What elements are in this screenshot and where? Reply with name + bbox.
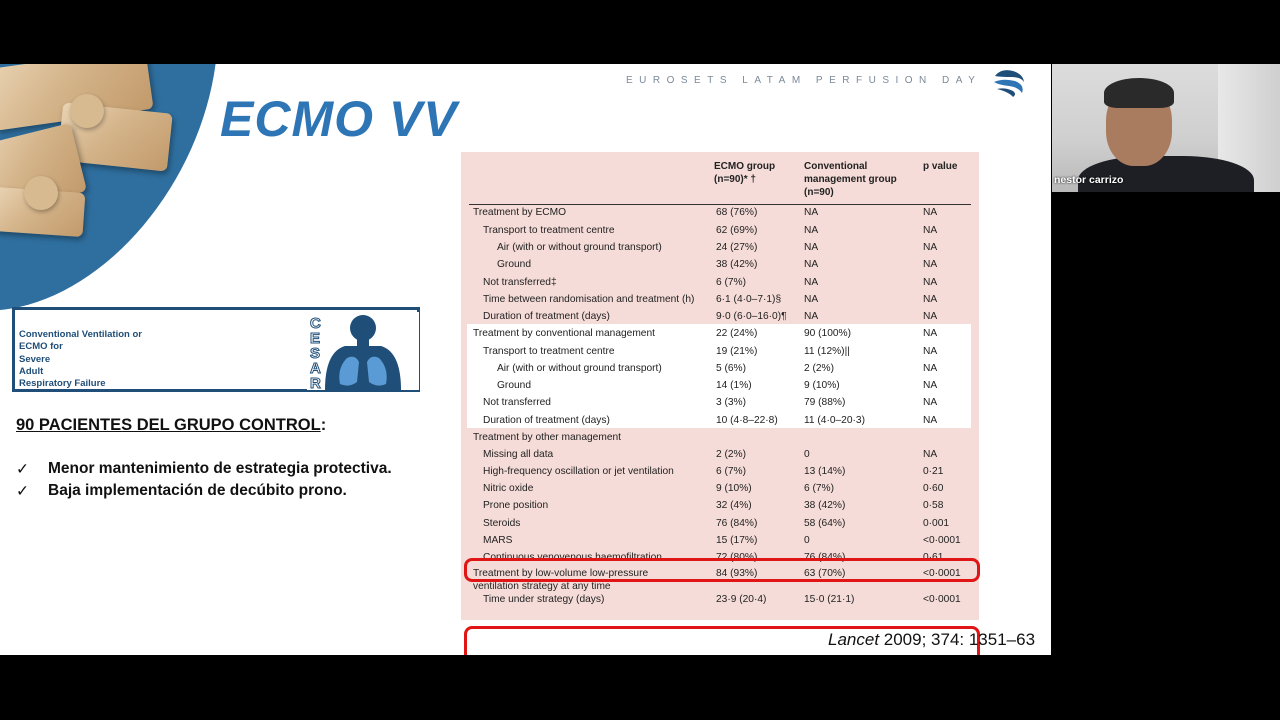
eurosets-logo-icon bbox=[991, 68, 1027, 98]
col-header-conventional bbox=[804, 160, 897, 199]
cell-ecmo: 22 (24%) bbox=[716, 328, 758, 339]
checkmark-icon: ✓ bbox=[16, 482, 29, 500]
table-row bbox=[461, 378, 979, 395]
row-label: Air (with or without ground transport) bbox=[497, 242, 662, 253]
row-label: Treatment by conventional management bbox=[473, 328, 655, 339]
cesar-logo-line: Adult bbox=[19, 365, 44, 377]
table-row bbox=[461, 413, 979, 430]
row-label: Prone position bbox=[483, 500, 549, 511]
table-row bbox=[461, 205, 979, 222]
table-row bbox=[461, 223, 979, 240]
cell-conv: NA bbox=[804, 259, 819, 270]
cell-ecmo: 3 (3%) bbox=[716, 397, 747, 408]
cesar-letter: A bbox=[310, 360, 321, 377]
cell-conv: 0 bbox=[804, 449, 810, 460]
cell-ecmo: 84 (93%) bbox=[716, 568, 758, 579]
presentation-slide bbox=[0, 64, 1051, 655]
row-label: Transport to treatment centre bbox=[483, 225, 615, 236]
row-label: Nitric oxide bbox=[483, 483, 534, 494]
cell-ecmo: 38 (42%) bbox=[716, 259, 758, 270]
citation bbox=[828, 630, 1035, 650]
citation-journal: Lancet bbox=[828, 630, 880, 649]
row-label: Not transferred bbox=[483, 397, 551, 408]
puzzle-knob bbox=[70, 94, 104, 128]
puzzle-knob bbox=[24, 176, 58, 210]
table-row bbox=[461, 533, 979, 550]
citation-details: 2009; 374: 1351–63 bbox=[879, 630, 1036, 649]
cell-conv: 76 (84%) bbox=[804, 552, 846, 563]
cell-ecmo: 19 (21%) bbox=[716, 346, 758, 357]
cell-ecmo: 9·0 (6·0–16·0)¶ bbox=[716, 311, 787, 322]
cell-conv: 90 (100%) bbox=[804, 328, 852, 339]
webcam-person-hair bbox=[1104, 78, 1174, 108]
cell-p: NA bbox=[923, 207, 938, 218]
cell-ecmo: 32 (4%) bbox=[716, 500, 752, 511]
cell-p: 0·60 bbox=[923, 483, 944, 494]
cesar-letter: S bbox=[310, 345, 321, 362]
cell-conv: 2 (2%) bbox=[804, 363, 835, 374]
row-label: MARS bbox=[483, 535, 513, 546]
cell-p: <0·0001 bbox=[923, 535, 961, 546]
slide-title: ECMO VV bbox=[220, 91, 458, 147]
cell-conv: 0 bbox=[804, 535, 810, 546]
col-header-conv-line: management group bbox=[804, 174, 897, 185]
cell-conv: 9 (10%) bbox=[804, 380, 840, 391]
row-label: Transport to treatment centre bbox=[483, 346, 615, 357]
cell-p: NA bbox=[923, 415, 938, 426]
col-header-conv-line: Conventional bbox=[804, 161, 868, 172]
control-group-heading-text: 90 PACIENTES DEL GRUPO CONTROL bbox=[16, 416, 321, 434]
cell-p: <0·0001 bbox=[923, 568, 961, 579]
checkmark-icon: ✓ bbox=[16, 460, 29, 478]
cell-conv: NA bbox=[804, 242, 819, 253]
cell-p: NA bbox=[923, 397, 938, 408]
row-label: Duration of treatment (days) bbox=[483, 415, 610, 426]
table-row bbox=[461, 592, 979, 609]
cell-conv: 63 (70%) bbox=[804, 568, 846, 579]
cell-p: NA bbox=[923, 346, 938, 357]
cell-ecmo: 5 (6%) bbox=[716, 363, 747, 374]
cell-p: NA bbox=[923, 380, 938, 391]
cell-conv: 38 (42%) bbox=[804, 500, 846, 511]
bullet-text: Menor mantenimiento de estrategia protectiva. bbox=[48, 460, 392, 477]
row-label-line: Treatment by low-volume low-pressure bbox=[473, 568, 649, 579]
table-row bbox=[461, 257, 979, 274]
lungs-silhouette-icon bbox=[307, 312, 419, 390]
row-label: Ground bbox=[497, 380, 531, 391]
control-group-heading bbox=[16, 416, 326, 435]
cell-conv: NA bbox=[804, 311, 819, 322]
cell-conv: 11 (4·0–20·3) bbox=[804, 415, 865, 426]
webcam-tile[interactable] bbox=[1052, 64, 1280, 192]
table-row bbox=[461, 430, 979, 447]
highlight-prone-position bbox=[464, 558, 980, 582]
cell-ecmo: 62 (69%) bbox=[716, 225, 758, 236]
cell-p: NA bbox=[923, 277, 938, 288]
cell-conv: NA bbox=[804, 207, 819, 218]
row-label: Ground bbox=[497, 259, 531, 270]
cell-p: NA bbox=[923, 242, 938, 253]
row-label: Time between randomisation and treatment (h) bbox=[483, 294, 695, 305]
cesar-trial-logo bbox=[12, 307, 420, 392]
cell-p: NA bbox=[923, 225, 938, 236]
cell-ecmo: 76 (84%) bbox=[716, 518, 758, 529]
table-row bbox=[461, 292, 979, 309]
table-row bbox=[461, 309, 979, 326]
table-row bbox=[461, 240, 979, 257]
bullet-list bbox=[16, 458, 392, 502]
cell-p: 0·58 bbox=[923, 500, 944, 511]
cell-ecmo: 68 (76%) bbox=[716, 207, 758, 218]
cesar-letter: R bbox=[310, 375, 321, 390]
row-label: Not transferred‡ bbox=[483, 277, 557, 288]
col-header-pvalue: p value bbox=[923, 161, 958, 172]
table-row bbox=[461, 516, 979, 533]
cell-ecmo: 23·9 (20·4) bbox=[716, 594, 767, 605]
cell-p: NA bbox=[923, 449, 938, 460]
table-row bbox=[461, 344, 979, 361]
cell-p: NA bbox=[923, 259, 938, 270]
cell-ecmo: 24 (27%) bbox=[716, 242, 758, 253]
bullet-item bbox=[16, 458, 392, 480]
cell-ecmo: 6 (7%) bbox=[716, 466, 747, 477]
row-label: Continuous venovenous haemofiltration bbox=[483, 552, 662, 563]
table-header bbox=[461, 152, 979, 202]
table-row bbox=[461, 481, 979, 498]
cesar-logo-line: ECMO for bbox=[19, 341, 63, 353]
cell-conv: NA bbox=[804, 277, 819, 288]
cell-p: NA bbox=[923, 311, 938, 322]
cesar-letter: E bbox=[310, 330, 321, 347]
row-label: Time under strategy (days) bbox=[483, 594, 605, 605]
bullet-text: Baja implementación de decúbito prono. bbox=[48, 482, 347, 499]
table-row bbox=[461, 361, 979, 378]
participant-name: nestor carrizo bbox=[1054, 174, 1124, 186]
cell-conv: 15·0 (21·1) bbox=[804, 594, 855, 605]
row-label: High-frequency oscillation or jet ventilation bbox=[483, 466, 674, 477]
cell-ecmo: 2 (2%) bbox=[716, 449, 747, 460]
header-label: EUROSETS LATAM PERFUSION DAY bbox=[626, 75, 982, 86]
cell-ecmo: 10 (4·8–22·8) bbox=[716, 415, 778, 426]
cesar-logo-text bbox=[19, 329, 142, 390]
cell-ecmo: 6·1 (4·0–7·1)§ bbox=[716, 294, 782, 305]
cell-conv: NA bbox=[804, 225, 819, 236]
row-label: Air (with or without ground transport) bbox=[497, 363, 662, 374]
row-label: Treatment by other management bbox=[473, 432, 621, 443]
row-label: Duration of treatment (days) bbox=[483, 311, 610, 322]
cesar-logo-line: Severe bbox=[19, 353, 51, 365]
cell-p: <0·0001 bbox=[923, 594, 961, 605]
cesar-results-table bbox=[461, 152, 979, 620]
table-row bbox=[461, 498, 979, 515]
col-header-ecmo bbox=[714, 160, 775, 186]
row-label: Missing all data bbox=[483, 449, 554, 460]
cell-conv: 6 (7%) bbox=[804, 483, 835, 494]
cell-ecmo: 15 (17%) bbox=[716, 535, 758, 546]
cell-conv: 13 (14%) bbox=[804, 466, 846, 477]
cell-p: 0·21 bbox=[923, 466, 944, 477]
cell-ecmo: 9 (10%) bbox=[716, 483, 752, 494]
cell-ecmo: 72 (80%) bbox=[716, 552, 758, 563]
table-row bbox=[461, 447, 979, 464]
col-header-ecmo-line: (n=90)* † bbox=[714, 174, 756, 185]
row-label: Steroids bbox=[483, 518, 521, 529]
table-row bbox=[461, 326, 979, 343]
cell-p: 0·61 bbox=[923, 552, 944, 563]
cell-p: 0·001 bbox=[923, 518, 950, 529]
cell-conv: NA bbox=[804, 294, 819, 305]
cesar-letter: C bbox=[310, 315, 321, 332]
cell-conv: 79 (88%) bbox=[804, 397, 846, 408]
cell-conv: 58 (64%) bbox=[804, 518, 846, 529]
row-label: Treatment by ECMO bbox=[473, 207, 567, 218]
table-row bbox=[461, 464, 979, 481]
col-header-ecmo-line: ECMO group bbox=[714, 161, 776, 172]
table-row bbox=[461, 395, 979, 412]
cell-p: NA bbox=[923, 363, 938, 374]
control-group-heading-colon: : bbox=[320, 416, 327, 434]
bullet-item bbox=[16, 480, 392, 502]
cell-conv: 11 (12%)|| bbox=[804, 346, 850, 357]
cell-p: NA bbox=[923, 328, 938, 339]
col-header-conv-line: (n=90) bbox=[804, 187, 834, 198]
cell-p: NA bbox=[923, 294, 938, 305]
row-label-line: ventilation strategy at any time bbox=[473, 580, 611, 592]
table-row bbox=[461, 275, 979, 292]
cesar-logo-line: Conventional Ventilation or bbox=[19, 329, 142, 340]
cell-ecmo: 6 (7%) bbox=[716, 277, 747, 288]
cesar-logo-line: Respiratory Failure bbox=[19, 378, 106, 390]
cell-ecmo: 14 (1%) bbox=[716, 380, 752, 391]
